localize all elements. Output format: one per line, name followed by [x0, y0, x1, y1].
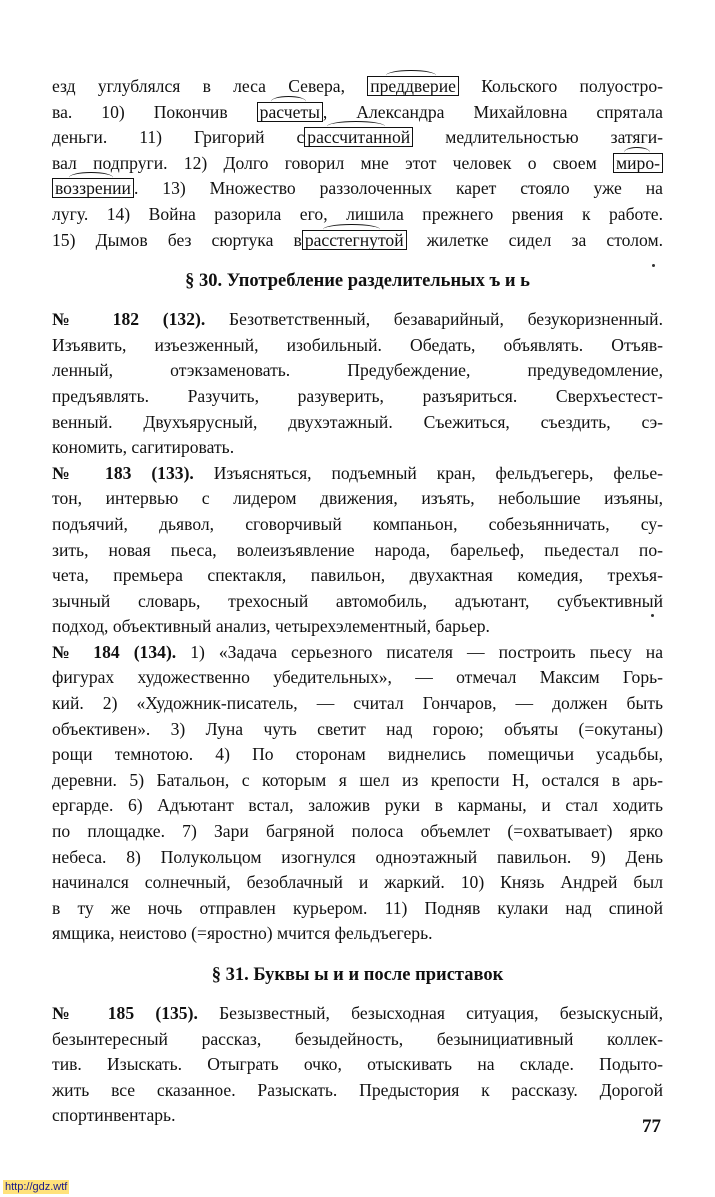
text-fragment: тив. Изыскать. Отыграть очко, отыскивать на складе. Подыто- [52, 1054, 663, 1075]
text-fragment: кий. 2) «Художник-писатель, — считал Гончаров, — должен быть [52, 693, 663, 714]
text-fragment: зычный словарь, трехосный автомобиль, адъютант, субъективный [52, 590, 663, 611]
boxed-word: преддверие [367, 76, 459, 96]
root-arc [386, 70, 435, 81]
exercise-number: № 183 (133). [52, 462, 194, 483]
text-line [52, 742, 663, 768]
text-fragment: чета, премьера спектакля, павильон, двухактная комедия, трехъя- [52, 565, 663, 586]
exercise-182 [52, 307, 663, 461]
text-line [52, 563, 663, 589]
text-fragment: Изъясняться, подъемный кран, фельдъегерь, фелье- [193, 462, 663, 483]
text-fragment: венный. Двухъярусный, двухэтажный. Съежиться, съездить, сэ- [52, 411, 663, 432]
text-line [52, 640, 663, 666]
text-line [52, 486, 663, 512]
text-line [52, 717, 663, 743]
text-fragment: безынтересный рассказ, безыдейность, безынициативный коллек- [52, 1028, 663, 1049]
text-line [52, 665, 663, 691]
text-fragment: фигурах художественно убедительных», — отмечал Максим Горь- [52, 667, 663, 688]
text-line [52, 1103, 663, 1129]
text-fragment: рощи темнотою. 4) По сторонам виднелись помещичьи усадьбы, [52, 744, 663, 765]
text-line [52, 176, 663, 202]
text-line [52, 74, 663, 100]
text-fragment: жилетке сидел за столом. [426, 229, 664, 250]
text-fragment: ва. 10) Покончив [52, 101, 228, 122]
boxed-word: расстегнутой [302, 230, 407, 250]
boxed-word: расчеты [257, 102, 323, 122]
text-line [52, 793, 663, 819]
text-fragment: 1) «Задача серьезного писателя — построить пьесу на [176, 641, 663, 662]
text-line [52, 1027, 663, 1053]
root-arc [327, 121, 386, 132]
text-line [52, 768, 663, 794]
text-fragment: по площадке. 7) Зари багряной полоса объемлет (=охватывает) ярко [52, 821, 663, 842]
section-heading: § 30. Употребление разделительных ъ и ь [185, 271, 530, 292]
text-line [52, 614, 663, 640]
watermark-link[interactable]: http://gdz.wtf [5, 1181, 68, 1193]
text-line [52, 1052, 663, 1078]
text-fragment: жить все сказанное. Разыскать. Предыстория к рассказу. Дорогой [52, 1079, 663, 1100]
text-fragment: ямщика, неистово (=яростно) мчится фельдъегерь. [52, 923, 433, 944]
root-arc [69, 172, 113, 183]
root-arc [323, 224, 380, 235]
text-fragment: медлительностью затяги- [445, 127, 664, 148]
text-line [52, 461, 663, 487]
text-line [52, 896, 663, 922]
text-fragment: небеса. 8) Полукольцом изогнулся одноэтажный павильон. 9) День [52, 846, 663, 867]
text-fragment: спортинвентарь. [52, 1105, 176, 1126]
boxed-word: миро- [613, 153, 663, 173]
text-fragment: езд углублялся в леса Севера, [52, 76, 345, 96]
text-line [52, 358, 663, 384]
text-fragment: Изъявить, изъезженный, изобильный. Обедать, объявлять. Отъяв- [52, 334, 663, 355]
text-line [52, 384, 663, 410]
exercise-number: № 184 (134). [52, 641, 177, 662]
text-fragment: 15) Дымов без сюртука в [52, 229, 302, 250]
text-fragment: Безызвестный, безысходная ситуация, безыскусный, [197, 1003, 663, 1023]
text-fragment: зить, новая пьеса, волеизъявление народа, барельеф, пьедестал по- [52, 539, 663, 560]
section-heading: § 31. Буквы ы и и после приставок [211, 965, 504, 985]
scan-speck [651, 614, 654, 617]
text-line [52, 921, 663, 947]
page-body [52, 74, 663, 1129]
text-line [52, 589, 663, 615]
text-fragment: ергарде. 6) Адъютант встал, заложив руки в карманы, и стал ходить [52, 795, 663, 816]
text-fragment: предъявлять. Разучить, разуверить, разъяриться. Сверхъестест- [52, 385, 663, 406]
text-fragment: деревни. 5) Батальон, с которым я шел из крепости Н, остался в арь- [52, 769, 663, 790]
text-fragment: тон, интервью с лидером движения, изъять, небольшие изъяны, [52, 488, 663, 509]
scan-speck [652, 264, 655, 267]
exercise-183 [52, 461, 663, 640]
text-line [52, 819, 663, 845]
text-line [52, 870, 663, 896]
text-line [52, 1001, 663, 1027]
text-line [52, 1078, 663, 1104]
text-fragment: подход, объективный анализ, четырехэлементный, барьер. [52, 616, 490, 637]
boxed-word: рассчитанной [304, 127, 413, 147]
text-fragment: кономить, сагитировать. [52, 437, 235, 458]
text-fragment: в ту же ночь отправлен курьером. 11) Подняв кулаки над спиной [52, 897, 663, 918]
text-line [52, 538, 663, 564]
text-line [52, 691, 663, 717]
text-fragment: , Александра Михайловна спрятала [322, 101, 663, 122]
text-line [52, 512, 663, 538]
page-number: 77 [642, 1116, 661, 1137]
exercise-184 [52, 640, 663, 947]
text-fragment: начинался солнечный, безоблачный и жаркий. 10) Князь Андрей был [52, 872, 663, 893]
text-line [52, 125, 663, 151]
root-arc [624, 147, 650, 158]
intro-paragraph [52, 74, 663, 253]
text-line [52, 410, 663, 436]
boxed-word: воззрении [52, 178, 134, 198]
exercise-185 [52, 1001, 663, 1129]
text-line: лугу. 14) Война разорила его, лишила прежнего рвения к работе. [52, 203, 663, 224]
text-fragment: Кольского полуостро- [481, 76, 663, 96]
text-fragment: вал подпруги. 12) Долго говорил мне этот человек о своем [52, 152, 597, 173]
root-arc [271, 96, 306, 107]
text-fragment: деньги. 11) Григорий с [52, 127, 305, 148]
text-line [52, 333, 663, 359]
text-line [52, 151, 663, 177]
text-line [52, 435, 663, 461]
text-line [52, 845, 663, 871]
text-fragment: объективен». 3) Луна чуть светит над горою; объяты (=окутаны) [52, 718, 663, 739]
text-fragment: Безответственный, безаварийный, безукоризненный. [205, 309, 663, 330]
text-line [52, 307, 663, 333]
text-fragment: . 13) Множество раззолоченных карет стояло уже на [133, 178, 663, 199]
text-line [52, 228, 663, 254]
exercise-number: № 182 (132). [52, 309, 206, 330]
exercise-number: № 185 (135). [52, 1003, 198, 1023]
text-fragment: подъячий, дьявол, сговорчивый компаньон, собезьянничать, су- [52, 513, 663, 534]
text-fragment: ленный, отэкзаменовать. Предубеждение, предуведомление, [52, 360, 663, 381]
